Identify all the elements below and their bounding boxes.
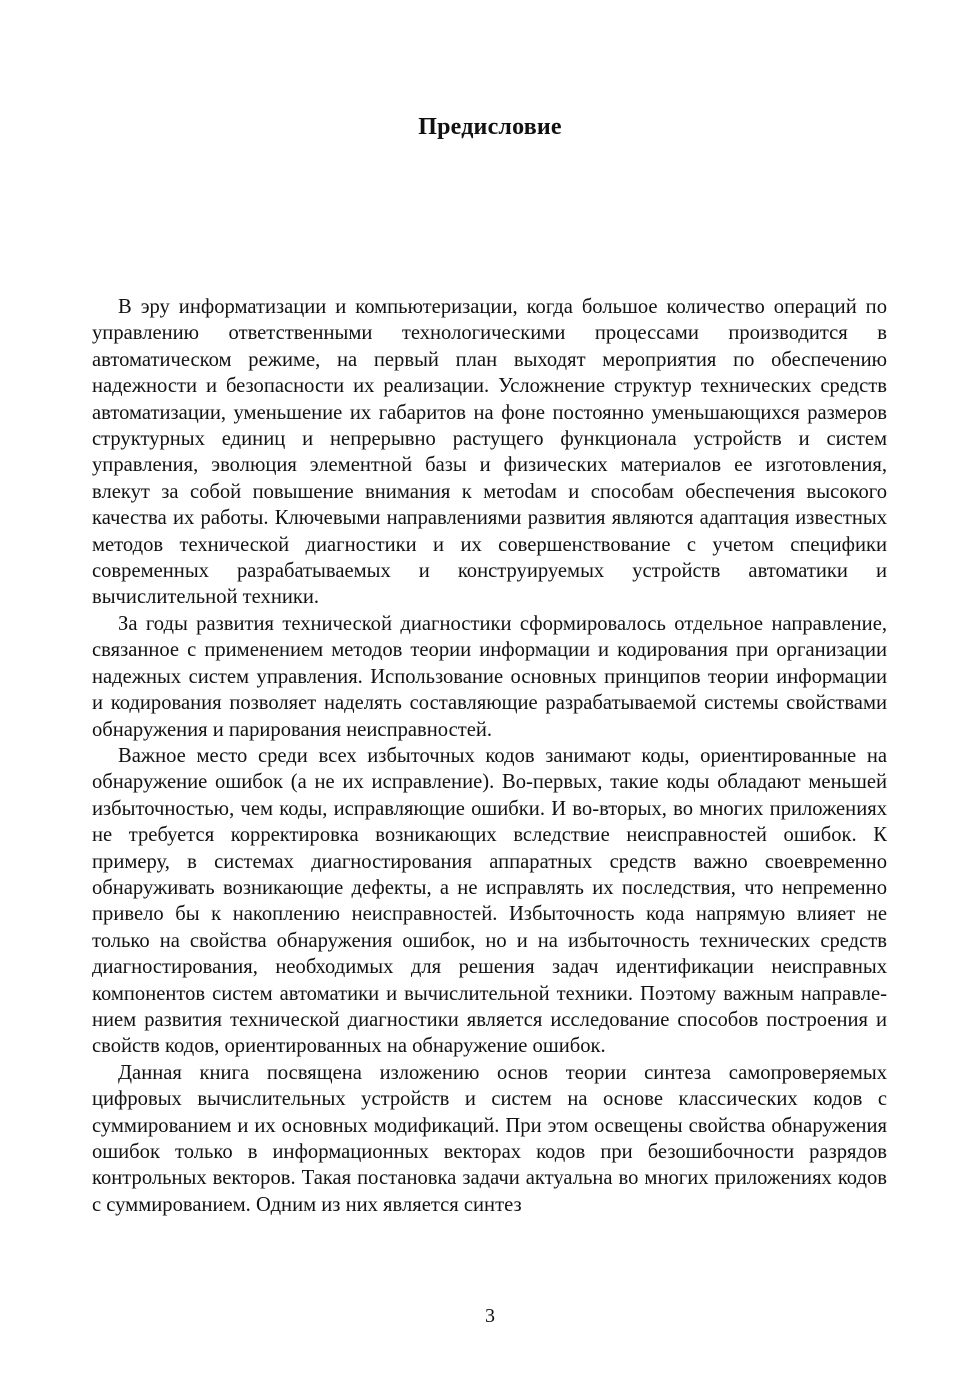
page-title: Предисловие [418,114,562,140]
paragraph-3: Важное место среди всех избыточных кодов занимают коды, ориентированные на обнаружение ошибок (а не их исправление). Во-первых, такие коды обладают меньшей избыточностью, чем коды, исправляющие ошибки. И во-вторых, во многих приложениях не требуется корректировка возникающих вследствие неисправностей ошибок. К примеру, в системах диагностирования аппаратных средств важно своевременно обнаруживать возникающие дефекты, а не исправлять их последствия, что непременно привело бы к накоплению неисправностей. Избыточность кода напрямую влияет не только на свойства обнаружения ошибок, но и на избыточность технических средств диагностирования, необходимых для решения задач идентификации неисправных компонентов систем автоматики и вычислительной техники. Поэтому важным направлением развития технической диагностики является исследование способов построения и свойств кодов, ориентированных на обнаружение ошибок. [92,744,887,1058]
paragraph-2: За годы развития технической диагностики сформировалось отдельное направление, связанное с применением методов теории информации и кодирования при организации надежных систем управления. Использование основных принципов теории информации и кодирования позволяет наделять составляющие разрабатываемой системы свойствами обнаружения и парирования неисправностей. [92,612,887,741]
body-text [92,294,887,1218]
paragraph-1: В эру информатизации и компьютеризации, когда большое количество операций по управлению ответственными технологическими процессами производится в автоматическом режиме, на первый план выходят мероприятия по обеспечению надежности и безопасности их реализации. Усложнение структур технических средств автоматизации, уменьшение их габаритов на фоне постоянно уменьшающихся размеров структурных единиц и непрерывно растущего функционала устройств и систем управления, эволюция элементной базы и физических материалов ее изготовления, влекут за собой повышение внимания к метоdам и способам обеспечения высокого качества их работы. Ключевыми направлениями развития являются адаптация известных методов технической диагностики и их совершенствование с учетом специфики современных разрабатываемых и конструируемых устройств автоматики и вычислительной техники. [92,296,887,609]
page-number: 3 [485,1305,495,1327]
paragraph-4: Данная книга посвящена изложению основ теории синтеза самопроверяемых цифровых вычислительных устройств и систем на основе классических кодов с суммированием и их основных модификаций. При этом освещены свойства обнаружения ошибок только в информационных векторах кодов при безошибочности разрядов контрольных векторов. Такая постановка задачи актуальна во многих приложениях кодов с суммированием. Одним из них является синтез [92,1061,887,1216]
